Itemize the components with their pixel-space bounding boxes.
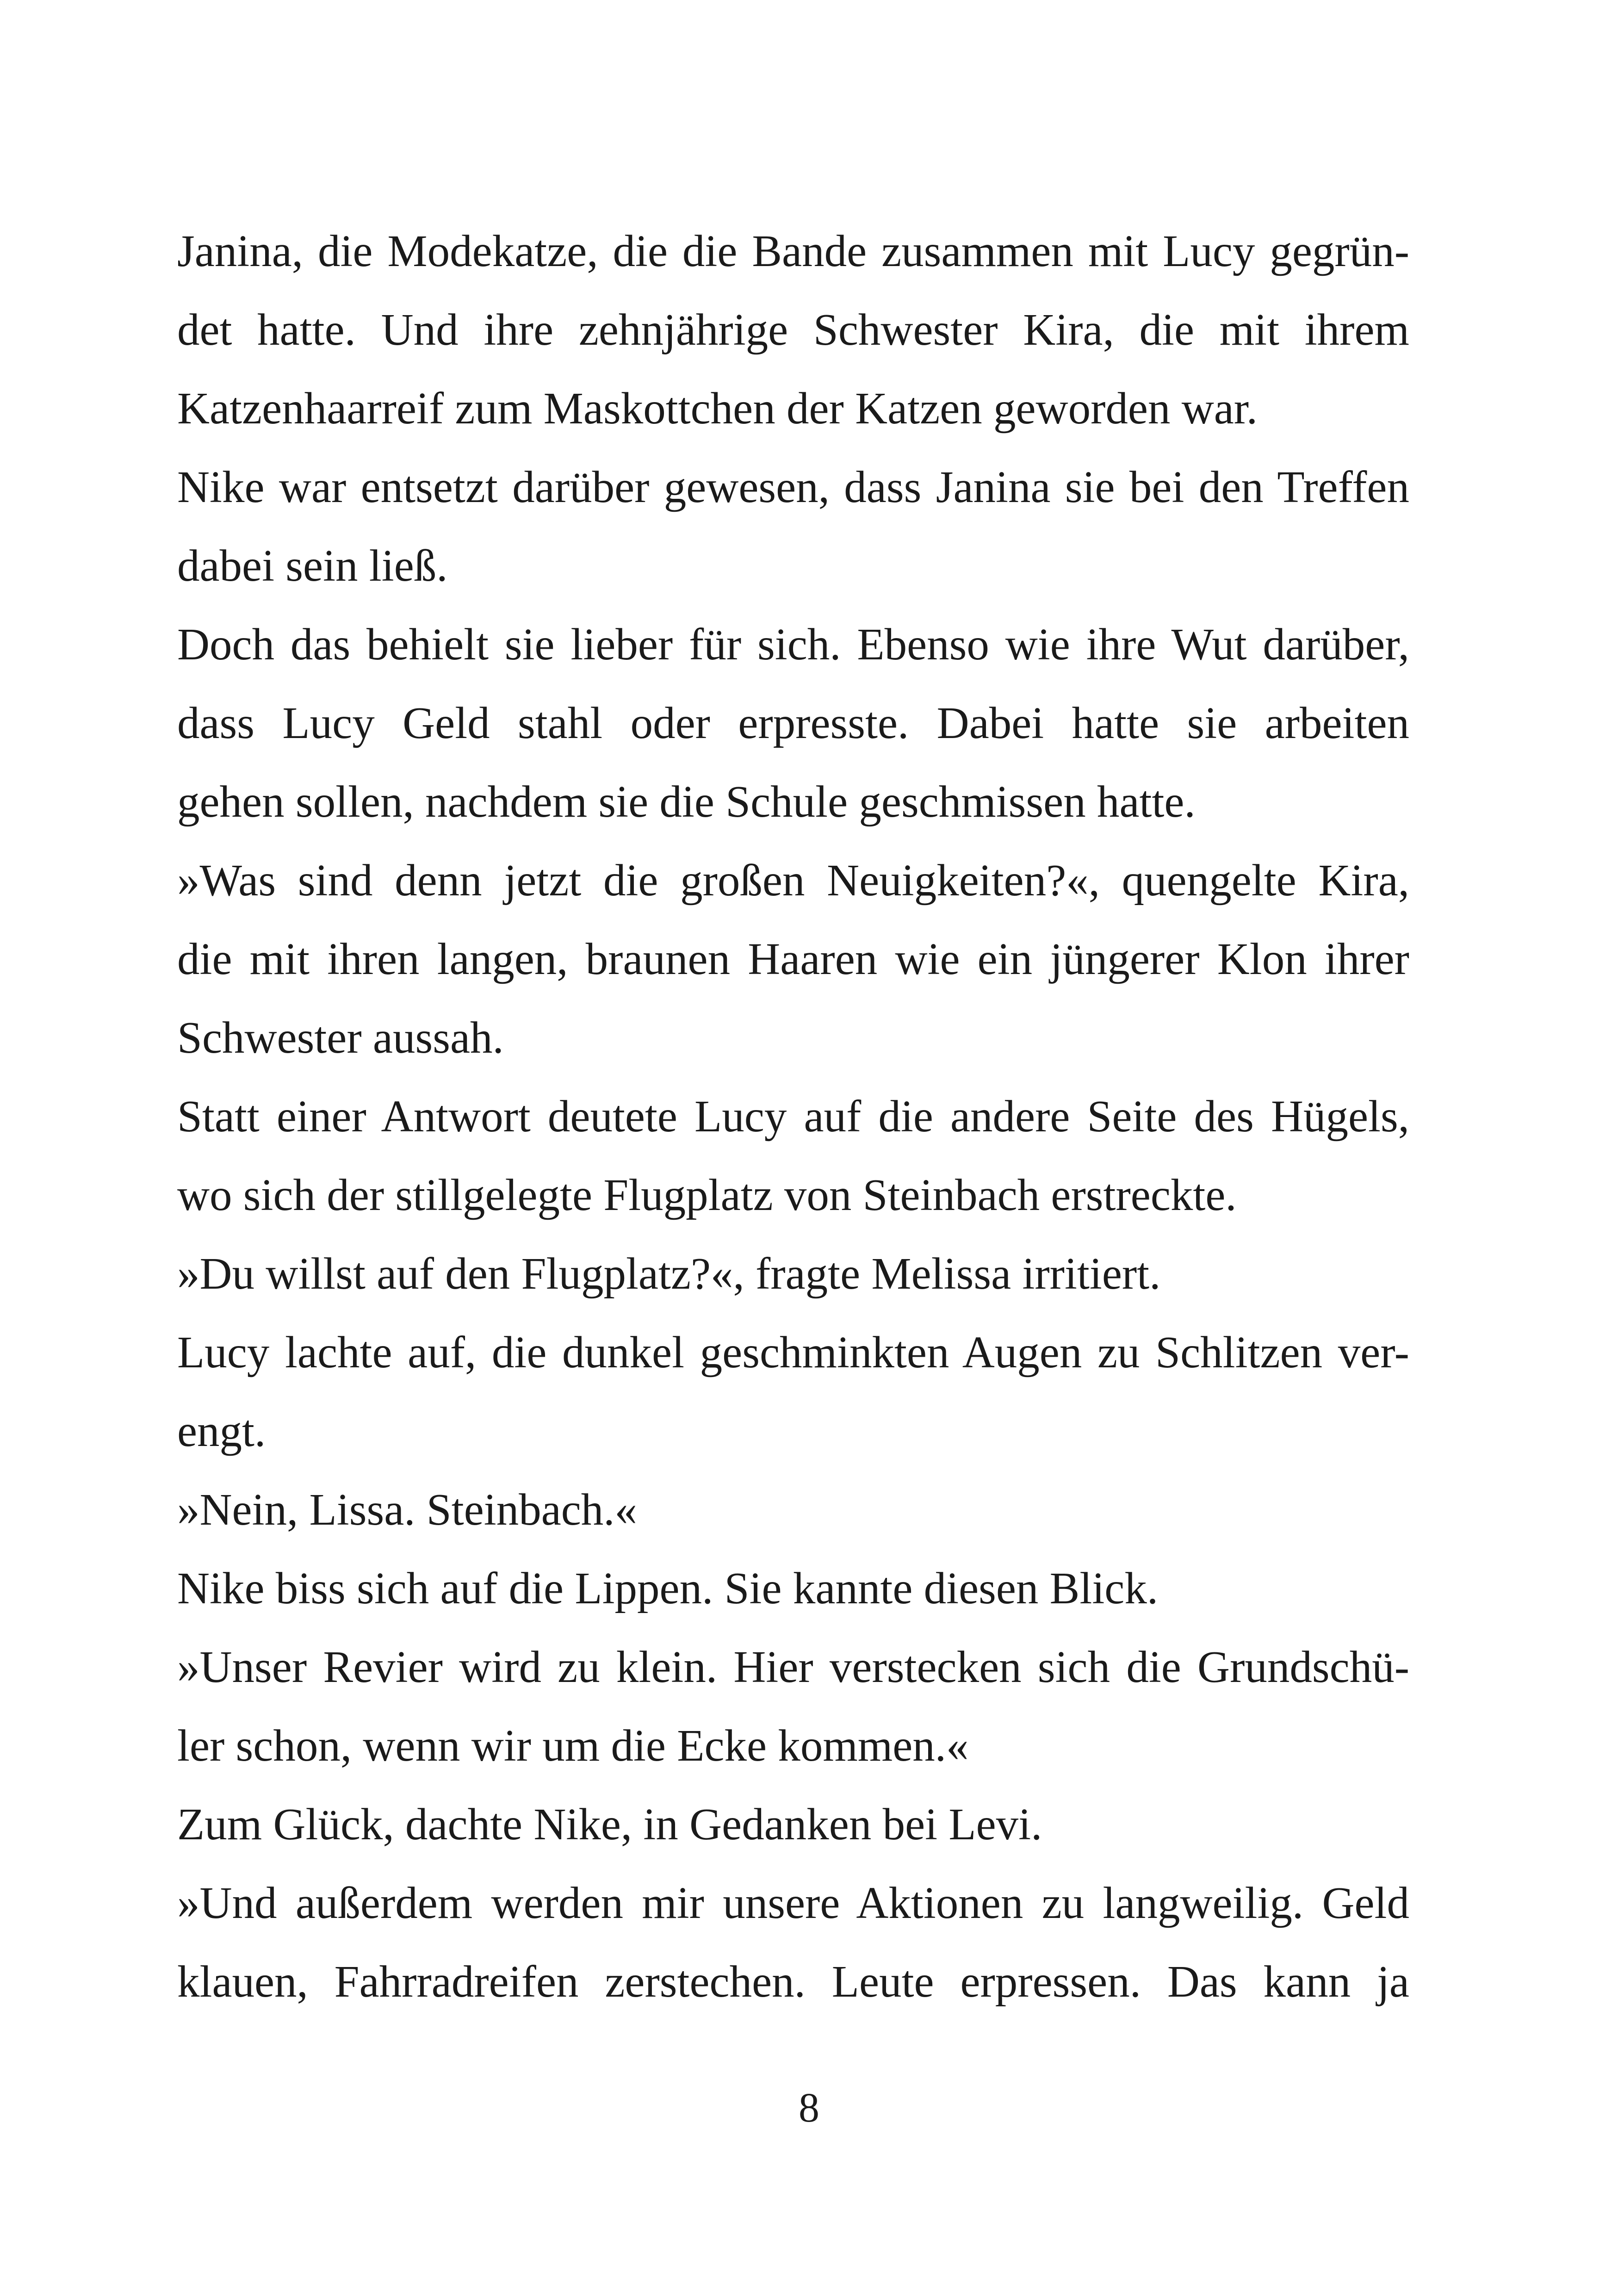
text-line: Nike biss sich auf die Lippen. Sie kannte diesen Blick. [177,1564,1159,1613]
text-line: »Was sind denn jetzt die großen Neuigkeiten?«, quengelte Kira, [177,856,1409,905]
text-line: »Unser Revier wird zu klein. Hier verstecken sich die Grundschü- [177,1642,1409,1692]
text-line: ler schon, wenn wir um die Ecke kommen.« [177,1721,969,1770]
text-line: Lucy lachte auf, die dunkel geschminkten Augen zu Schlitzen ver- [177,1328,1409,1377]
text-line: Schwester aussah. [177,1013,504,1062]
page-number: 8 [799,2085,819,2131]
text-line: »Und außerdem werden mir unsere Aktionen zu langweilig. Geld [177,1878,1409,1928]
text-line: klauen, Fahrradreifen zerstechen. Leute erpressen. Das kann ja [177,1957,1409,2006]
text-line: Janina, die Modekatze, die die Bande zusammen mit Lucy gegrün- [177,226,1409,276]
text-line: »Nein, Lissa. Steinbach.« [177,1485,638,1534]
text-line: Doch das behielt sie lieber für sich. Ebenso wie ihre Wut darüber, [177,620,1409,669]
text-line: gehen sollen, nachdem sie die Schule geschmissen hatte. [177,777,1196,826]
text-line: wo sich der stillgelegte Flugplatz von Steinbach erstreckte. [177,1170,1237,1220]
text-line: Nike war entsetzt darüber gewesen, dass Janina sie bei den Treffen [177,462,1409,512]
text-line: dass Lucy Geld stahl oder erpresste. Dabei hatte sie arbeiten [177,698,1409,748]
text-line: Katzenhaarreif zum Maskottchen der Katzen geworden war. [177,384,1258,433]
text-line: Zum Glück, dachte Nike, in Gedanken bei Levi. [177,1800,1042,1849]
text-line: det hatte. Und ihre zehnjährige Schwester Kira, die mit ihrem [177,305,1409,354]
text-line: engt. [177,1406,266,1456]
text-line: dabei sein ließ. [177,541,448,590]
body-text [177,212,1409,2021]
text-line: »Du willst auf den Flugplatz?«, fragte Melissa irritiert. [177,1249,1161,1298]
text-line: die mit ihren langen, braunen Haaren wie ein jüngerer Klon ihrer [177,934,1409,984]
text-line: Statt einer Antwort deutete Lucy auf die andere Seite des Hügels, [177,1092,1409,1141]
